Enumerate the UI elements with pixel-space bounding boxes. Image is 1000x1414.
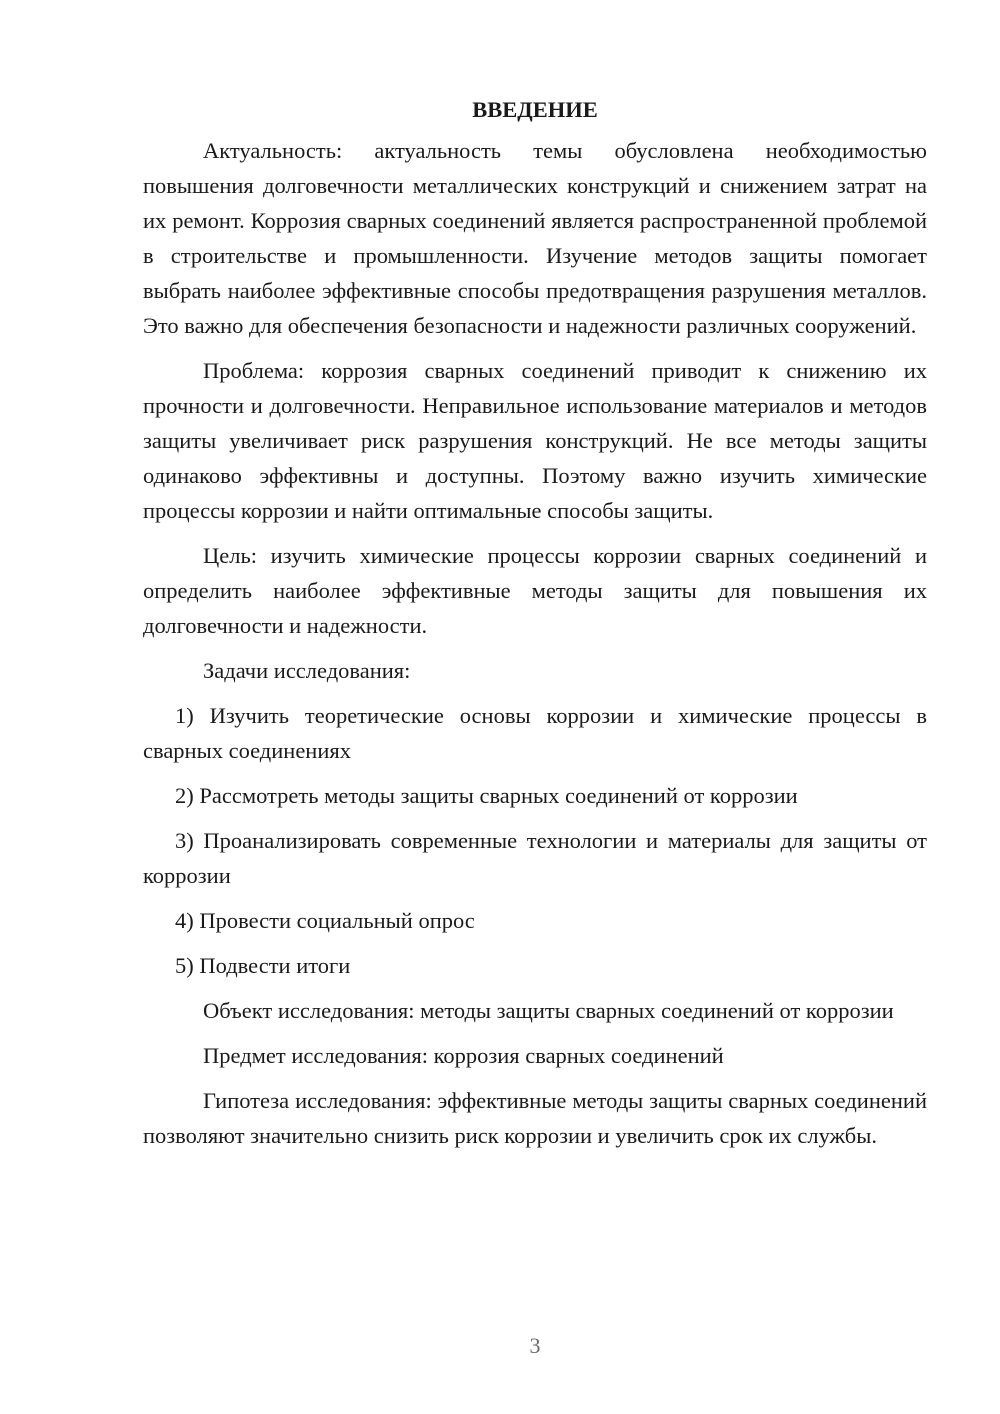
paragraph-object: Объект исследования: методы защиты сварных соединений от коррозии	[203, 998, 894, 1023]
task-item-1: 1) Изучить теоретические основы коррозии и химические процессы в сварных соединениях	[143, 703, 927, 763]
task-item-4: 4) Провести социальный опрос	[175, 908, 475, 933]
task-item-2: 2) Рассмотреть методы защиты сварных соединений от коррозии	[175, 783, 798, 808]
document-body	[143, 92, 927, 1163]
tasks-heading: Задачи исследования:	[203, 658, 411, 683]
task-item-5: 5) Подвести итоги	[175, 953, 351, 978]
paragraph-problem: Проблема: коррозия сварных соединений приводит к снижению их прочности и долговечности. Неправильное использование материалов и методов защиты увеличивает риск разрушения конструкций. Не все методы защиты одинаково эффективны и доступны. Поэтому важно изучить химические процессы коррозии и найти оптимальные способы защиты.	[143, 358, 927, 523]
task-item-3: 3) Проанализировать современные технологии и материалы для защиты от коррозии	[143, 828, 927, 888]
paragraph-subject: Предмет исследования: коррозия сварных соединений	[203, 1043, 724, 1068]
section-title: ВВЕДЕНИЕ	[472, 97, 598, 122]
paragraph-relevance: Актуальность: актуальность темы обусловлена необходимостью повышения долговечности металлических конструкций и снижением затрат на их ремонт. Коррозия сварных соединений является распространенной проблемой в строительстве и промышленности. Изучение методов защиты помогает выбрать наиболее эффективные способы предотвращения разрушения металлов. Это важно для обеспечения безопасности и надежности различных сооружений.	[143, 138, 927, 338]
page-number: 3	[529, 1333, 541, 1358]
paragraph-goal: Цель: изучить химические процессы коррозии сварных соединений и определить наиболее эффективные методы защиты для повышения их долговечности и надежности.	[143, 543, 927, 638]
paragraph-hypothesis: Гипотеза исследования: эффективные методы защиты сварных соединений позволяют значительно снизить риск коррозии и увеличить срок их службы.	[143, 1088, 927, 1148]
